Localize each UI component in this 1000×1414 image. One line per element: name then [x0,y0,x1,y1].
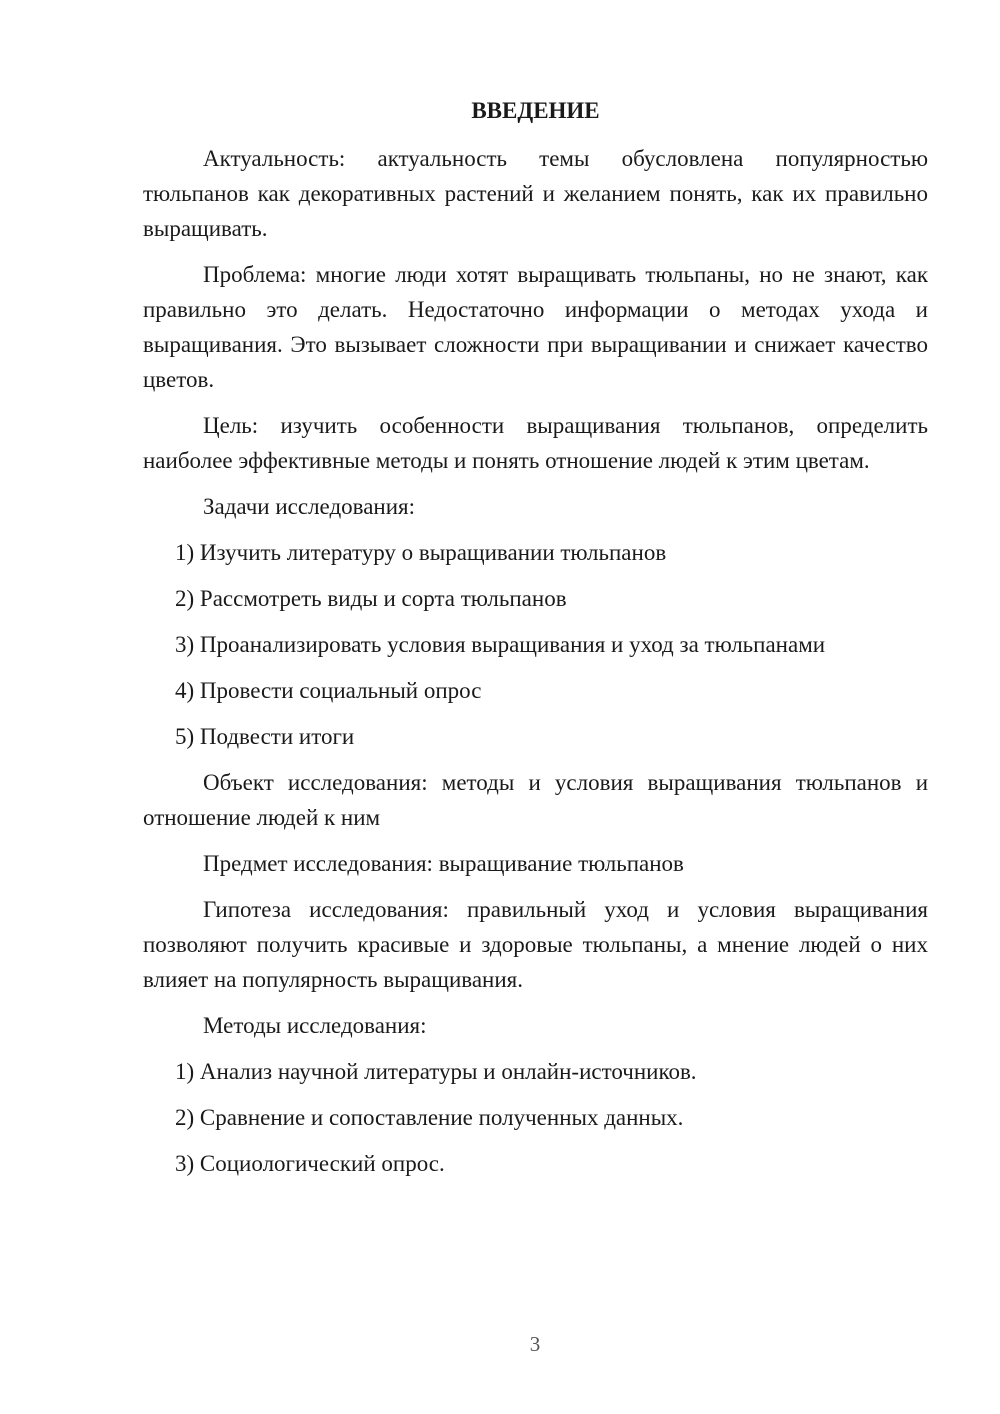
object-paragraph: Объект исследования: методы и условия выращивания тюльпанов и отношение людей к ним [143,770,928,830]
hypothesis-paragraph: Гипотеза исследования: правильный уход и условия выращивания позволяют получить красивые и здоровые тюльпаны, а мнение людей о них влияет на популярность выращивания. [143,897,928,992]
methods-heading: Методы исследования: [203,1013,427,1038]
list-item: 2) Рассмотреть виды и сорта тюльпанов [175,586,567,611]
relevance-paragraph: Актуальность: актуальность темы обусловлена популярностью тюльпанов как декоративных растений и желанием понять, как их правильно выращивать. [143,146,928,241]
tasks-list [143,535,928,754]
document-page [143,94,928,1192]
list-item: 2) Сравнение и сопоставление полученных данных. [175,1105,684,1130]
methods-list [143,1054,928,1181]
problem-paragraph: Проблема: многие люди хотят выращивать тюльпаны, но не знают, как правильно это делать. Недостаточно информации о методах ухода и выращивания. Это вызывает сложности при выращивании и снижает качество цветов. [143,262,928,392]
page-title: ВВЕДЕНИЕ [471,98,600,123]
tasks-heading: Задачи исследования: [203,494,416,519]
list-item: 3) Социологический опрос. [175,1151,445,1176]
list-item: 4) Провести социальный опрос [175,678,482,703]
list-item: 1) Анализ научной литературы и онлайн-источников. [175,1059,697,1084]
list-item: 5) Подвести итоги [175,724,355,749]
goal-paragraph: Цель: изучить особенности выращивания тюльпанов, определить наиболее эффективные методы и понять отношение людей к этим цветам. [143,413,928,473]
list-item: 3) Проанализировать условия выращивания и уход за тюльпанами [175,632,826,657]
page-number: 3 [529,1332,541,1356]
list-item: 1) Изучить литературу о выращивании тюльпанов [175,540,667,565]
subject-paragraph: Предмет исследования: выращивание тюльпанов [203,851,684,876]
